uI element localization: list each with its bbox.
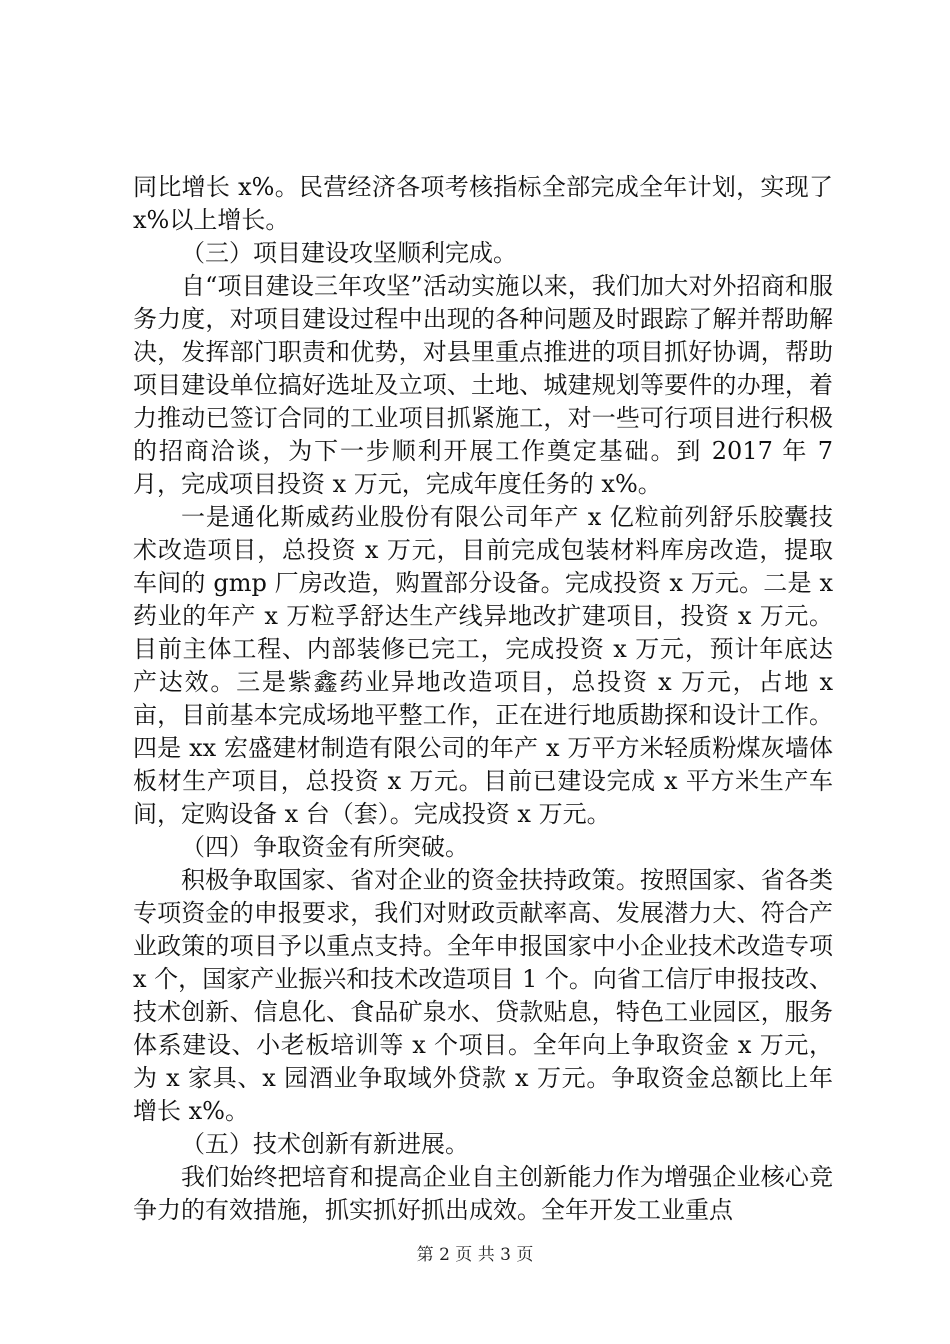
page-number-footer: 第 2 页 共 3 页: [416, 1245, 534, 1265]
section-heading-five: （五）技术创新有新进展。: [181, 1130, 469, 1158]
document-body: [133, 171, 833, 1227]
paragraph-continuation: 同比增长 x%。民营经济各项考核指标全部完成全年计划，实现了 x%以上增长。: [133, 173, 833, 234]
paragraph-funding: 积极争取国家、省对企业的资金扶持政策。按照国家、省各类专项资金的申报要求，我们对财政贡献率高、发展潜力大、符合产业政策的项目予以重点支持。全年申报国家中小企业技术改造专项 x 个，国家产业振兴和技术改造项目 1 个。向省工信厅申报技改、技术创新、信息化、食品矿泉水、贷款贴息，特色工业园区，服务体系建设、小老板培训等 x 个项目。全年向上争取资金 x 万元，为 x 家具、x 园酒业争取域外贷款 x 万元。争取资金总额比上年增长 x%。: [133, 866, 833, 1125]
paragraph-project-overview: 自“项目建设三年攻坚”活动实施以来，我们加大对外招商和服务力度，对项目建设过程中出现的各种问题及时跟踪了解并帮助解决，发挥部门职责和优势，对县里重点推进的项目抓好协调，帮助项目建设单位搞好选址及立项、土地、城建规划等要件的办理，着力推动已签订合同的工业项目抓紧施工，对一些可行项目进行积极的招商洽谈，为下一步顺利开展工作奠定基础。到 2017 年 7 月，完成项目投资 x 万元，完成年度任务的 x%。: [133, 272, 833, 498]
section-heading-three: （三）项目建设攻坚顺利完成。: [181, 239, 517, 267]
section-heading-four: （四）争取资金有所突破。: [181, 833, 469, 861]
paragraph-innovation: 我们始终把培育和提高企业自主创新能力作为增强企业核心竞争力的有效措施，抓实抓好抓出成效。全年开发工业重点: [133, 1163, 833, 1224]
paragraph-project-details: 一是通化斯威药业股份有限公司年产 x 亿粒前列舒乐胶囊技术改造项目，总投资 x 万元，目前完成包装材料库房改造，提取车间的 gmp 厂房改造，购置部分设备。完成投资 x 万元。二是 x 药业的年产 x 万粒孚舒达生产线异地改扩建项目，投资 x 万元。目前主体工程、内部装修已完工，完成投资 x 万元，预计年底达产达效。三是紫鑫药业异地改造项目，总投资 x 万元，占地 x 亩，目前基本完成场地平整工作，正在进行地质勘探和设计工作。四是 xx 宏盛建材制造有限公司的年产 x 万平方米轻质粉煤灰墙体板材生产项目，总投资 x 万元。目前已建设完成 x 平方米生产车间，定购设备 x 台（套）。完成投资 x 万元。: [133, 503, 833, 828]
